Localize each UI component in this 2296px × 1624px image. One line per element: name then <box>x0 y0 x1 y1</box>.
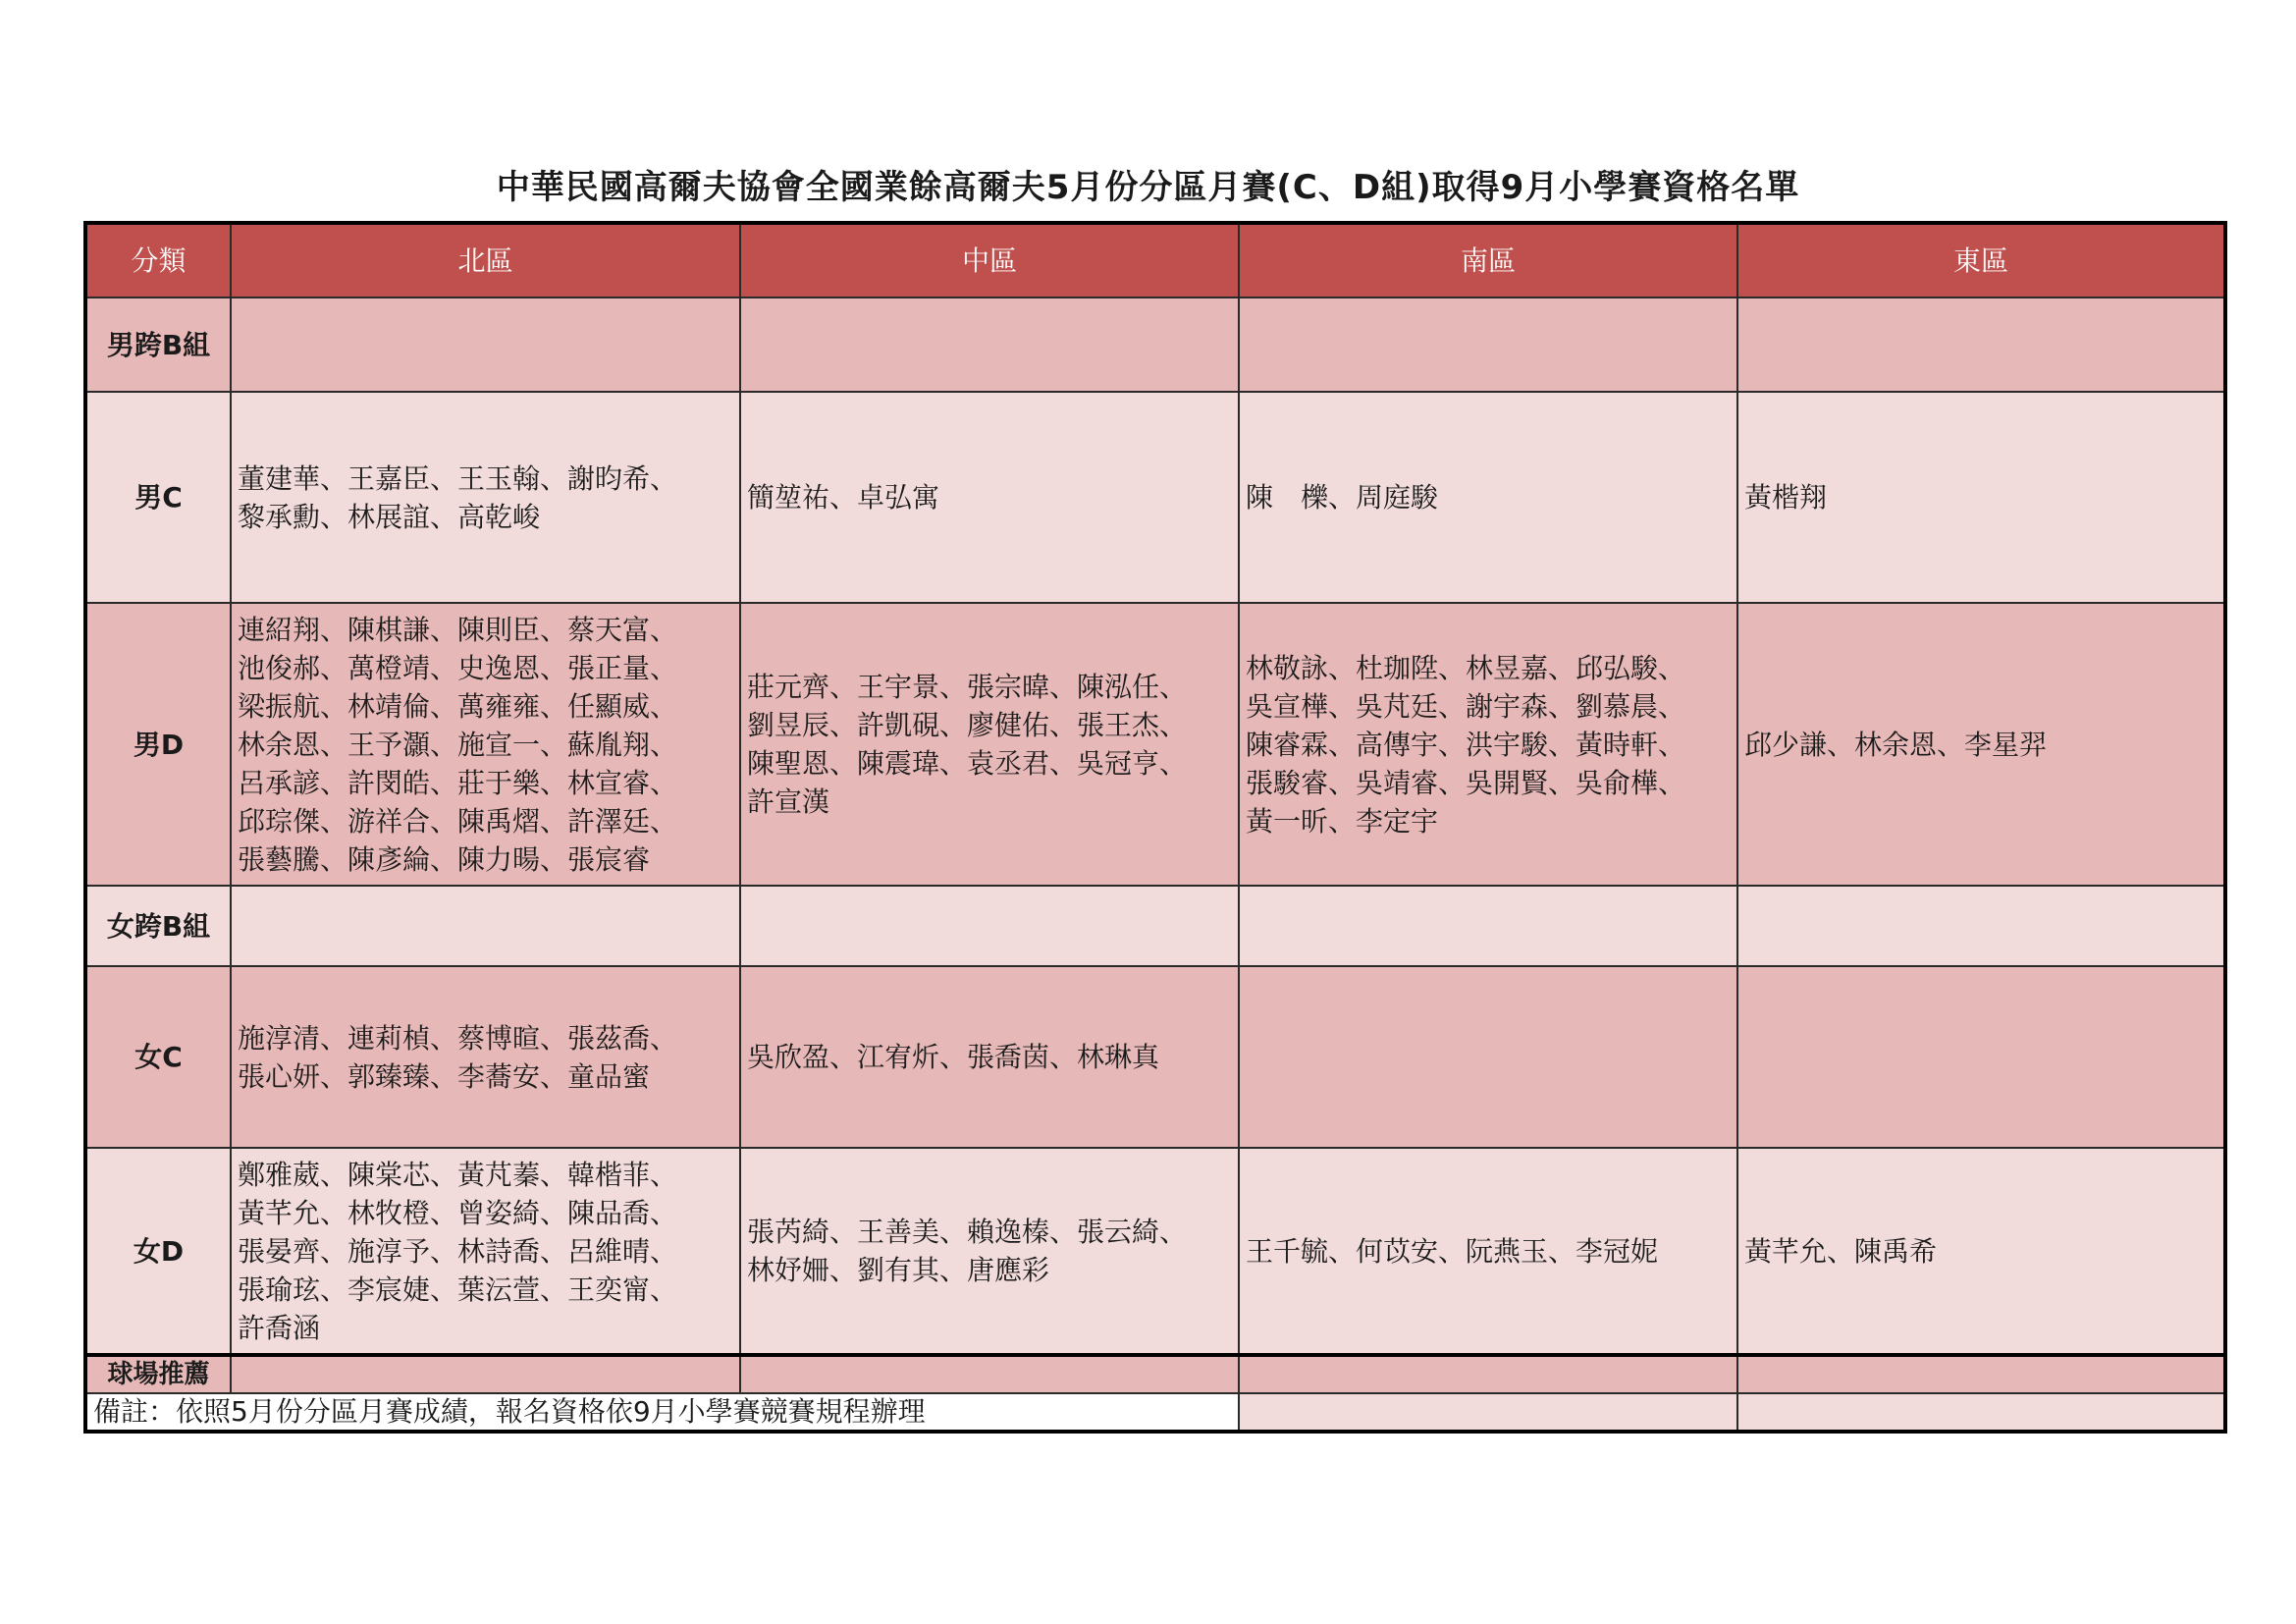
south-cell: 林敬詠、杜珈陞、林昱嘉、邱弘駿、 吳宣樺、吳芃廷、謝宇森、劉慕晨、 陳睿霖、高傳宇、洪宇駿、黃時軒、 張駿睿、吳靖睿、吳開賢、吳俞樺、 黃一昕、李定宇 <box>1239 603 1737 886</box>
category-cell: 女跨B組 <box>85 886 231 966</box>
central-cell: 簡堃祐、卓弘寓 <box>740 392 1239 603</box>
note-cell <box>85 1393 1239 1432</box>
table-row <box>85 1355 2225 1393</box>
table-row <box>85 392 2225 603</box>
table-row <box>85 603 2225 886</box>
category-cell: 男D <box>85 603 231 886</box>
south-cell <box>1239 966 1737 1148</box>
central-cell: 張芮綺、王善美、賴逸榛、張云綺、 林妤姍、劉有其、唐應彩 <box>740 1148 1239 1355</box>
north-cell: 董建華、王嘉臣、王玉翰、謝昀希、 黎承勳、林展誼、高乾峻 <box>231 392 740 603</box>
category-cell: 男C <box>85 392 231 603</box>
east-cell: 黃芊允、陳禹希 <box>1737 1148 2225 1355</box>
north-cell: 鄭雅葳、陳棠芯、黃芃蓁、韓楷菲、 黃芊允、林牧橙、曾姿綺、陳品喬、 張晏齊、施淳予、林詩喬、呂維晴、 張瑜玹、李宸婕、葉沄萱、王奕甯、 許喬涵 <box>231 1148 740 1355</box>
document-title: 中華民國高爾夫協會全國業餘高爾夫5月份分區月賽(C、D組)取得9月小學賽資格名單 <box>496 168 1800 207</box>
east-cell: 邱少謙、林余恩、李星羿 <box>1737 603 2225 886</box>
south-cell <box>1239 1355 1737 1393</box>
header-south: 南區 <box>1239 223 1737 298</box>
category-cell: 女D <box>85 1148 231 1355</box>
header-central: 中區 <box>740 223 1239 298</box>
east-cell <box>1737 966 2225 1148</box>
table-row <box>85 886 2225 966</box>
south-cell: 王千毓、何苡安、阮燕玉、李冠妮 <box>1239 1148 1737 1355</box>
central-cell <box>740 1355 1239 1393</box>
note-south-cell <box>1239 1393 1737 1432</box>
header-east: 東區 <box>1737 223 2225 298</box>
header-category: 分類 <box>85 223 231 298</box>
east-cell <box>1737 298 2225 392</box>
north-cell <box>231 886 740 966</box>
header-north: 北區 <box>231 223 740 298</box>
note-row <box>85 1393 2225 1432</box>
central-cell: 吳欣盈、江宥炘、張喬茵、林琳真 <box>740 966 1239 1148</box>
north-cell <box>231 1355 740 1393</box>
table-row <box>85 966 2225 1148</box>
header-row <box>85 223 2225 298</box>
north-cell: 連紹翔、陳棋謙、陳則臣、蔡天富、 池俊郝、萬橙靖、史逸恩、張正量、 梁振航、林靖倫、萬雍雍、任顯威、 林余恩、王予灝、施宣一、蘇胤翔、 呂承諺、許閔皓、莊于樂、林宣睿、 邱琮傑、游祥合、陳禹熠、許澤廷、 張藝騰、陳彥綸、陳力暘、張宸睿 <box>231 603 740 886</box>
category-cell: 女C <box>85 966 231 1148</box>
category-cell: 球場推薦 <box>85 1355 231 1393</box>
central-cell: 莊元齊、王宇景、張宗暐、陳泓任、 劉昱辰、許凱硯、廖健佑、張王杰、 陳聖恩、陳震瑋、袁丞君、吳冠亨、 許宣漢 <box>740 603 1239 886</box>
east-cell: 黃楷翔 <box>1737 392 2225 603</box>
central-cell <box>740 298 1239 392</box>
north-cell <box>231 298 740 392</box>
qualification-table <box>83 221 2227 1434</box>
east-cell <box>1737 1355 2225 1393</box>
table-row <box>85 298 2225 392</box>
south-cell: 陳 櫟、周庭駿 <box>1239 392 1737 603</box>
category-cell: 男跨B組 <box>85 298 231 392</box>
table-row <box>85 1148 2225 1355</box>
note-text: 備註：依照5月份分區月賽成績，報名資格依9月小學賽競賽規程辦理 <box>93 1395 926 1428</box>
south-cell <box>1239 298 1737 392</box>
note-east-cell <box>1737 1393 2225 1432</box>
north-cell: 施淳清、連莉楨、蔡博暄、張茲喬、 張心妍、郭臻臻、李蕎安、童品蜜 <box>231 966 740 1148</box>
central-cell <box>740 886 1239 966</box>
south-cell <box>1239 886 1737 966</box>
east-cell <box>1737 886 2225 966</box>
